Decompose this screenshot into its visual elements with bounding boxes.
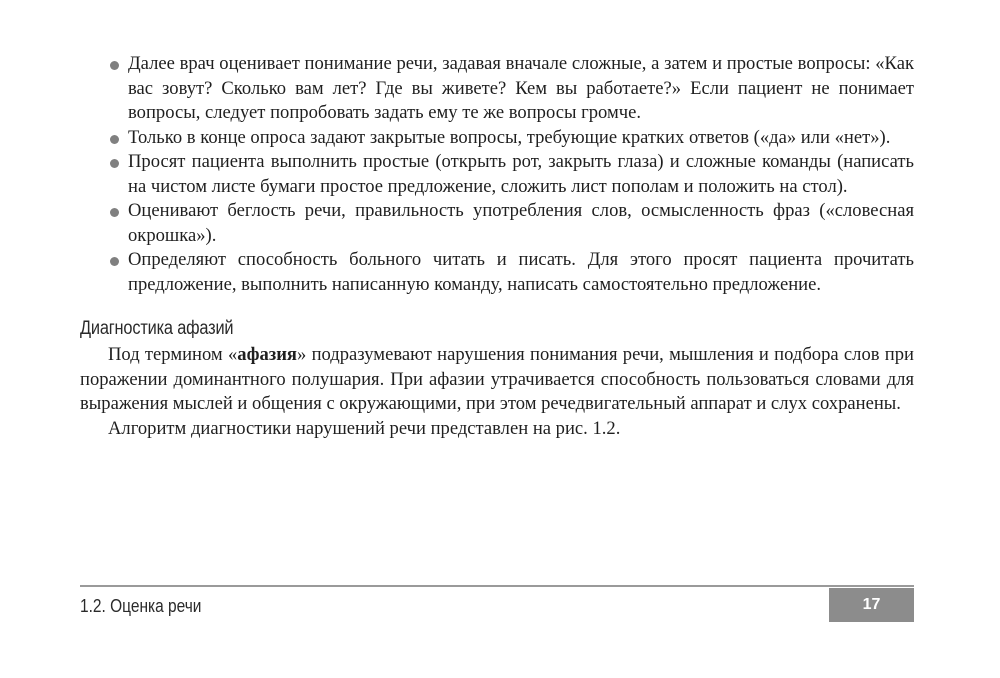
bullet-icon xyxy=(110,135,119,144)
definition-paragraph xyxy=(80,343,914,417)
list-item xyxy=(80,52,914,126)
bullet-icon xyxy=(110,61,119,70)
bullet-text: Определяют способность больного читать и писать. Для этого просят пациента прочитать предложение, выполнить написанную команду, написать самостоятельно предложение. xyxy=(128,249,914,295)
list-item xyxy=(80,150,914,199)
section-heading: Диагностика афазий xyxy=(80,318,234,339)
bullet-text: Оценивают беглость речи, правильность употребления слов, осмысленность фраз («словесная окрошка»). xyxy=(128,200,914,246)
bullet-icon xyxy=(110,159,119,168)
page-number: 17 xyxy=(862,596,881,613)
bullet-text: Просят пациента выполнить простые (открыть рот, закрыть глаза) и сложные команды (написать на чистом листе бумаги простое предложение, сложить лист пополам и положить на стол). xyxy=(128,151,914,197)
list-item xyxy=(80,248,914,297)
bullet-icon xyxy=(110,208,119,217)
bullet-list xyxy=(80,52,914,297)
paragraph-prefix: Под термином « xyxy=(108,344,238,365)
paragraph-rest: » подразумевают нарушения понимания речи, мышления и подбора слов при поражении доминантного полушария. При афазии утрачивается способность пользоваться словами для выражения мыслей и общения с окружающими, при этом речедвигательный аппарат и слух сохранены. xyxy=(80,344,915,414)
bullet-text: Далее врач оценивает понимание речи, задавая вначале сложные, а затем и простые вопросы: «Как вас зовут? Сколько вам лет? Где вы живете? Кем вы работаете?» Если пациент не понимает вопросы, следует попробовать задать ему те же вопросы громче. xyxy=(128,53,914,123)
page-content xyxy=(80,52,914,441)
bullet-text: Только в конце опроса задают закрытые вопросы, требующие кратких ответов («да» или «нет»). xyxy=(128,126,891,148)
page-number-badge xyxy=(829,588,914,622)
bullet-icon xyxy=(110,257,119,266)
list-item xyxy=(80,126,914,151)
algorithm-paragraph: Алгоритм диагностики нарушений речи представлен на рис. 1.2. xyxy=(108,417,621,439)
footer-section-label: 1.2. Оценка речи xyxy=(80,596,202,616)
list-item xyxy=(80,199,914,248)
footer-divider xyxy=(80,585,914,587)
term-aphasia: афазия xyxy=(237,344,297,365)
